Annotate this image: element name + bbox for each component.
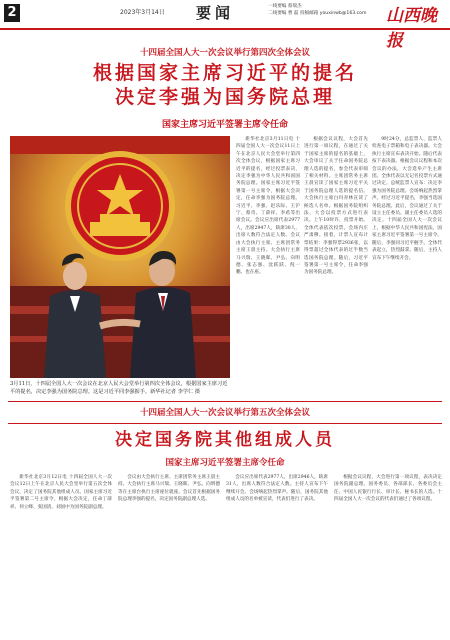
issue-date: 2023年3月14日 <box>120 9 165 16</box>
story1-text-b: 根据会议议程，大会首先进行第一项议程，在通过了关于国家主席的提名的基础上，大会审议了关于任命国务院总理人选的提名，参会代表审阅了相关材料。主席团常务主席王晨宣读了国家主席习近平关于国务院总理人选的提名信。大会执行主席白玛赤林宣读了候选人名单。根据国务院组织法，大会以投票方式进行表决。上午10时许，投票开始。全体代表依次投票。会场内庄严肃穆。接着，计票人宣布计票结果：李强得票2936张，以得票超过全体代表的过半数当选国务院总理。随后，习近平签署第一号主席令，任命李强为国务院总理。 <box>304 137 368 276</box>
story2-column-d <box>334 474 442 636</box>
story1-subhead: 国家主席习近平签署主席令任命 <box>161 120 288 130</box>
story2-kicker: 十四届全国人大一次会议举行第五次全体会议 <box>139 408 310 418</box>
story1-text-a: 新华社北京3月11日电 十四届全国人大一次会议11日上午在北京人民大会堂举行第四次全体会议，根据国家主席习近平的提名，经过投票表决，决定李强为中华人民共和国国务院总理。国家主席习近平签署第一号主席令，根据大会决定，任命李强为国务院总理。习近平、李强、赵乐际、王沪宁、蔡奇、丁薛祥、李希等出席会议。会议应出席代表2977人，出席2947人，缺席30人，出席人数符合法定人数。会议由大会执行主席、主席团常务主席王晨主持。大会执行主席马兴瑞、王晓晖、尹弘、向明德、张志强、沈跃跃、倪一鹏、也在座。 <box>236 137 300 276</box>
story2-column-b <box>118 474 220 636</box>
page-header <box>0 0 450 51</box>
editors-line-2: 二线要编 曹 磊 投稿邮箱 youxinwb@163.com <box>268 11 367 16</box>
story2-text-a: 新华社北京3月12日电 十四届全国人大一次会议12日上午在北京人民大会堂举行第五次全体会议，决定了国务院其他组成人员。国家主席习近平签署第二号主席令，根据大会决定，任命丁薛祥、何立峰、张国清、刘国中为国务院副总理。 <box>10 475 112 510</box>
story2-subhead: 国家主席习近平签署主席令任命 <box>165 458 285 468</box>
story2-column-a <box>10 474 112 636</box>
page-number: 2 <box>4 4 20 22</box>
masthead-logo: 山西晚报 <box>386 6 437 51</box>
section-title: 要闻 <box>196 4 235 22</box>
story1-kicker: 十四届全国人大一次会议举行第四次全体会议 <box>139 48 310 58</box>
header-rule <box>0 28 450 30</box>
story1-column-b <box>304 136 368 398</box>
story1-headline-line2: 决定李强为国务院总理 <box>114 86 335 108</box>
editors-info <box>268 3 366 17</box>
story1-photo <box>10 136 230 378</box>
story1-text-c: 9时24分，总监票人、监票人检查电子票箱和电子表决器。大会执行主席宣布表决开始。随后代表按下表决器。根据会议议程和本次会议的办法，大会选举产生主席团。全体代表以无记名投票方式通过决定。总统监票人宣布：决定李强为国务院总理。会场响起热烈掌声。经过习近平提名，李强当选国务院总理。此后，会议通过了关于设立主任委员、副主任委员人选的决定。十四届全国人大一次会议上，根据中华人民共和国宪法，国家主席习近平签署第一号主席令。随后，李强同习近平握手。全体代表起立，热烈鼓掌。随后，主持人宣布下午继续开会。 <box>372 137 442 261</box>
section-divider <box>8 401 442 402</box>
story1-headline-line1: 根据国家主席习近平的提名 <box>92 62 357 84</box>
story1-column-a <box>236 136 300 398</box>
story2-text-d: 根据会议议程，大会进行第一项议程，表决决定国务院副总理、国务委员、各部部长、各委员会主任、中国人民银行行长、审计长、秘书长的人选。十四届全国人大一次会议的代表们通过了各项议程。 <box>334 475 442 503</box>
photo-illustration <box>10 136 230 378</box>
story1-column-c <box>372 136 442 398</box>
editors-line-1: 一线要编 蔡瑞杰 <box>268 4 302 9</box>
story2-text-c: 会议应出席代表2977人，出席2946人，缺席31人，出席人数符合法定人数。主持人宣布下午继续开会。会场响起热烈掌声。随后，国务院其他组成人员的名单被宣读，代表们进行了表决。 <box>226 475 328 503</box>
national-emblem <box>68 154 172 258</box>
photo-caption: 3月11日，十四届全国人大一次会议在北京人民大会堂举行第四次全体会议，根据国家主席习近平的提名，决定李强为国务院总理。这是习近平同李强握手。新华社记者 李学仁 摄 <box>10 381 228 395</box>
story2-headline: 决定国务院其他组成人员 <box>115 430 335 450</box>
story2-column-c <box>226 474 328 636</box>
story2-rule <box>8 423 442 424</box>
story2-text-b: 会议由大会执行主席、主席团常务主席王晨主持。大会执行主席马兴瑞、王晓晖、尹弘、向明德等在主席台执行主席座位就座。会议首先根据国务院总理李强的提名，决定国务院副总理人选。 <box>118 475 220 503</box>
